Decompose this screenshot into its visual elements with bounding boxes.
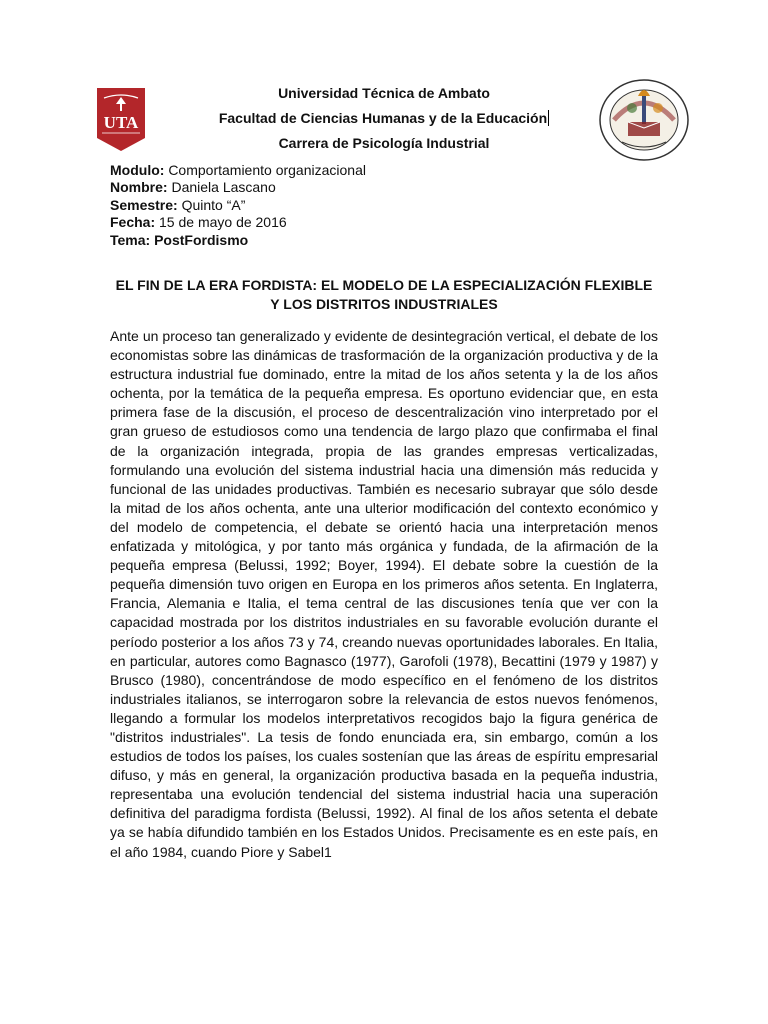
- info-row-tema: [110, 232, 366, 249]
- career-name: Carrera de Psicología Industrial: [278, 135, 490, 151]
- info-label: Tema:: [110, 231, 151, 248]
- header: [150, 84, 618, 159]
- info-value: Daniela Lascano: [171, 179, 276, 196]
- text-cursor: [548, 110, 549, 126]
- info-row-fecha: [110, 214, 366, 231]
- faculty-name: Facultad de Ciencias Humanas y de la Educación: [218, 110, 548, 126]
- info-value: PostFordismo: [154, 231, 249, 248]
- faculty-line: [150, 109, 618, 127]
- logo-left-text: UTA: [103, 113, 139, 132]
- student-info: [110, 162, 366, 249]
- essay-title: EL FIN DE LA ERA FORDISTA: EL MODELO DE LA ESPECIALIZACIÓN FLEXIBLE Y LOS DISTRITOS INDUSTRIALES: [115, 277, 653, 312]
- info-row-modulo: [110, 162, 366, 179]
- info-row-semestre: [110, 197, 366, 214]
- university-name: Universidad Técnica de Ambato: [278, 85, 490, 101]
- info-label: Nombre:: [110, 179, 168, 196]
- essay-body: Ante un proceso tan generalizado y evidente de desintegración vertical, el debate de los economistas sobre las dinámicas de trasformación de la organización productiva y de la estructura industrial fue dominado, entre la mitad de los años setenta y la de los años ochenta, por la temática de la pequeña empresa. Es oportuno evidenciar que, en esta primera fase de la discusión, el proceso de descentralización vino interpretado por el gran grueso de estudiosos como una tendencia de largo plazo que confirmaba el final de la organización integrada, propia de las grandes empresas verticalizadas, formulando una evolución del sistema industrial hacia una dimensión más reducida y funcional de las unidades productivas. También es necesario subrayar que sólo desde la mitad de los años ochenta, ante una ulterior modificación del contexto económico y del modelo de competencia, el debate se orientó hacia una interpretación menos enfatizada y mitológica, y por tanto más orgánica y fundada, de la afirmación de la pequeña empresa (Belussi, 1992; Boyer, 1994). El debate sobre la cuestión de la pequeña dimensión tuvo origen en Europa en los primeros años setenta. En Inglaterra, Francia, Alemania e Italia, el tema central de las discusiones tenía que ver con la capacidad mostrada por los distritos industriales en su favorable evolución durante el período posterior a los años 73 y 74, creando nuevas oportunidades laborales. En Italia, en particular, autores como Bagnasco (1977), Garofoli (1978), Becattini (1979 y 1987) y Brusco (1980), concentrándose de modo específico en el fenómeno de los distritos industriales italianos, se interrogaron sobre la relevancia de estos nuevos fenómenos, llegando a formular los modelos interpretativos recogidos bajo la figura genérica de "distritos industriales". La tesis de fondo enunciada era, sin embargo, común a los estudios de todos los países, los cuales sostenían que las áreas de espíritu empresarial difuso, y más en general, la organización productiva basada en la pequeña industria, representaba una evolución tendencial del sistema industrial hacia una superación definitiva del paradigma fordista (Belussi, 1992). Al final de los años setenta el debate ya se había difundido también en los Estados Unidos. Precisamente es en este país, en el año 1984, cuando Piore y Sabel1: [110, 328, 658, 860]
- uta-logo: [96, 88, 146, 152]
- info-label: Fecha:: [110, 214, 156, 231]
- info-value: Comportamiento organizacional: [168, 162, 366, 178]
- info-label: Semestre:: [110, 196, 178, 213]
- info-value: Quinto “A”: [181, 196, 246, 213]
- info-value: 15 de mayo de 2016: [159, 214, 287, 231]
- info-row-nombre: [110, 179, 366, 196]
- info-label: Modulo:: [110, 162, 165, 178]
